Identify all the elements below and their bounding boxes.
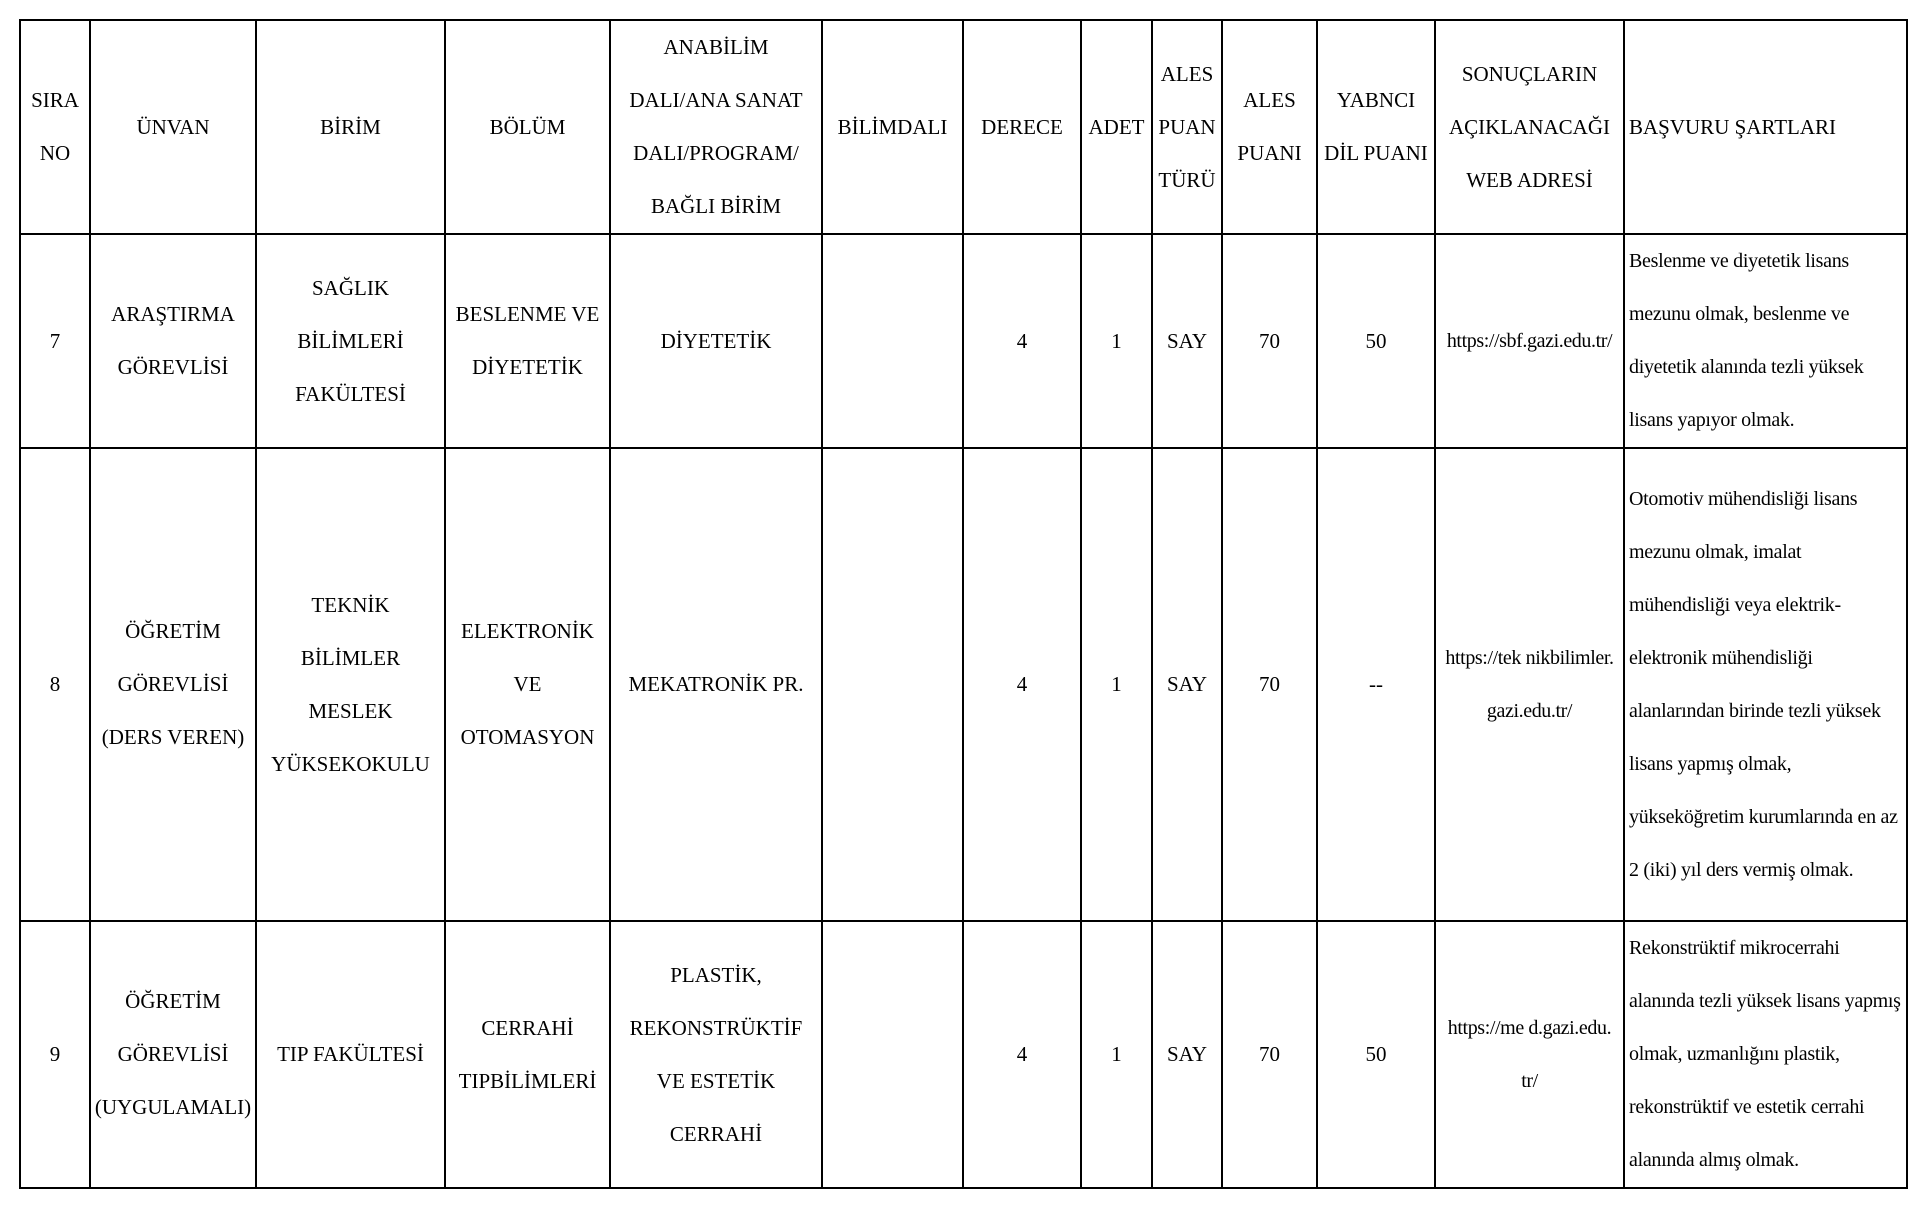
cell-adet: 1 [1081, 234, 1152, 448]
cell-ales-turu: SAY [1152, 921, 1222, 1188]
cell-anabilim: DİYETETİK [610, 234, 822, 448]
cell-ales-puani: 70 [1222, 921, 1317, 1188]
cell-unvan: ÖĞRETİM GÖREVLİSİ (UYGULAMALI) [90, 921, 256, 1188]
cell-derece: 4 [963, 234, 1081, 448]
positions-table [19, 19, 1908, 1189]
header-ales-puani: ALES PUANI [1222, 20, 1317, 234]
cell-adet: 1 [1081, 921, 1152, 1188]
cell-yabanci-dil: 50 [1317, 921, 1435, 1188]
header-anabilim: ANABİLİM DALI/ANA SANAT DALI/PROGRAM/ BAĞLI BİRİM [610, 20, 822, 234]
header-sartlar: BAŞVURU ŞARTLARI [1624, 20, 1907, 234]
cell-sartlar: Beslenme ve diyetetik lisans mezunu olmak, beslenme ve diyetetik alanında tezli yüksek lisans yapıyor olmak. [1624, 234, 1907, 448]
cell-derece: 4 [963, 921, 1081, 1188]
cell-sartlar: Rekonstrüktif mikrocerrahi alanında tezli yüksek lisans yapmış olmak, uzmanlığını plastik, rekonstrüktif ve estetik cerrahi alanında almış olmak. [1624, 921, 1907, 1188]
header-sira-no: SIRA NO [20, 20, 90, 234]
cell-web-address: https://me d.gazi.edu. tr/ [1435, 921, 1624, 1188]
table-row [20, 921, 1907, 1188]
header-ales-turu: ALES PUAN TÜRÜ [1152, 20, 1222, 234]
cell-yabanci-dil: 50 [1317, 234, 1435, 448]
cell-birim: TIP FAKÜLTESİ [256, 921, 445, 1188]
cell-sartlar: Otomotiv mühendisliği lisans mezunu olmak, imalat mühendisliği veya elektrik-elektronik mühendisliği alanlarından birinde tezli yüksek lisans yapmış olmak, yükseköğretim kurumlarında en az 2 (iki) yıl ders vermiş olmak. [1624, 448, 1907, 921]
header-adet: ADET [1081, 20, 1152, 234]
cell-birim: SAĞLIK BİLİMLERİ FAKÜLTESİ [256, 234, 445, 448]
cell-ales-turu: SAY [1152, 448, 1222, 921]
cell-sira: 9 [20, 921, 90, 1188]
header-row [20, 20, 1907, 234]
header-yabanci-dil: YABNCI DİL PUANI [1317, 20, 1435, 234]
cell-web-address: https://tek nikbilimler. gazi.edu.tr/ [1435, 448, 1624, 921]
cell-unvan: ARAŞTIRMA GÖREVLİSİ [90, 234, 256, 448]
cell-bilimdali [822, 921, 963, 1188]
cell-sira: 7 [20, 234, 90, 448]
cell-anabilim: PLASTİK, REKONSTRÜKTİF VE ESTETİK CERRAHİ [610, 921, 822, 1188]
cell-adet: 1 [1081, 448, 1152, 921]
cell-bolum: BESLENME VE DİYETETİK [445, 234, 610, 448]
cell-unvan: ÖĞRETİM GÖREVLİSİ (DERS VEREN) [90, 448, 256, 921]
header-web: SONUÇLARIN AÇIKLANACAĞI WEB ADRESİ [1435, 20, 1624, 234]
header-unvan: ÜNVAN [90, 20, 256, 234]
table-row [20, 234, 1907, 448]
header-derece: DERECE [963, 20, 1081, 234]
cell-bilimdali [822, 448, 963, 921]
cell-yabanci-dil: -- [1317, 448, 1435, 921]
cell-anabilim: MEKATRONİK PR. [610, 448, 822, 921]
cell-birim: TEKNİK BİLİMLER MESLEK YÜKSEKOKULU [256, 448, 445, 921]
cell-derece: 4 [963, 448, 1081, 921]
cell-ales-puani: 70 [1222, 234, 1317, 448]
header-birim: BİRİM [256, 20, 445, 234]
cell-bolum: CERRAHİ TIPBİLİMLERİ [445, 921, 610, 1188]
table-row [20, 448, 1907, 921]
cell-sira: 8 [20, 448, 90, 921]
cell-bilimdali [822, 234, 963, 448]
cell-web-address: https://sbf.gazi.edu.tr/ [1435, 234, 1624, 448]
cell-bolum: ELEKTRONİK VE OTOMASYON [445, 448, 610, 921]
cell-ales-puani: 70 [1222, 448, 1317, 921]
cell-ales-turu: SAY [1152, 234, 1222, 448]
header-bilimdali: BİLİMDALI [822, 20, 963, 234]
header-bolum: BÖLÜM [445, 20, 610, 234]
